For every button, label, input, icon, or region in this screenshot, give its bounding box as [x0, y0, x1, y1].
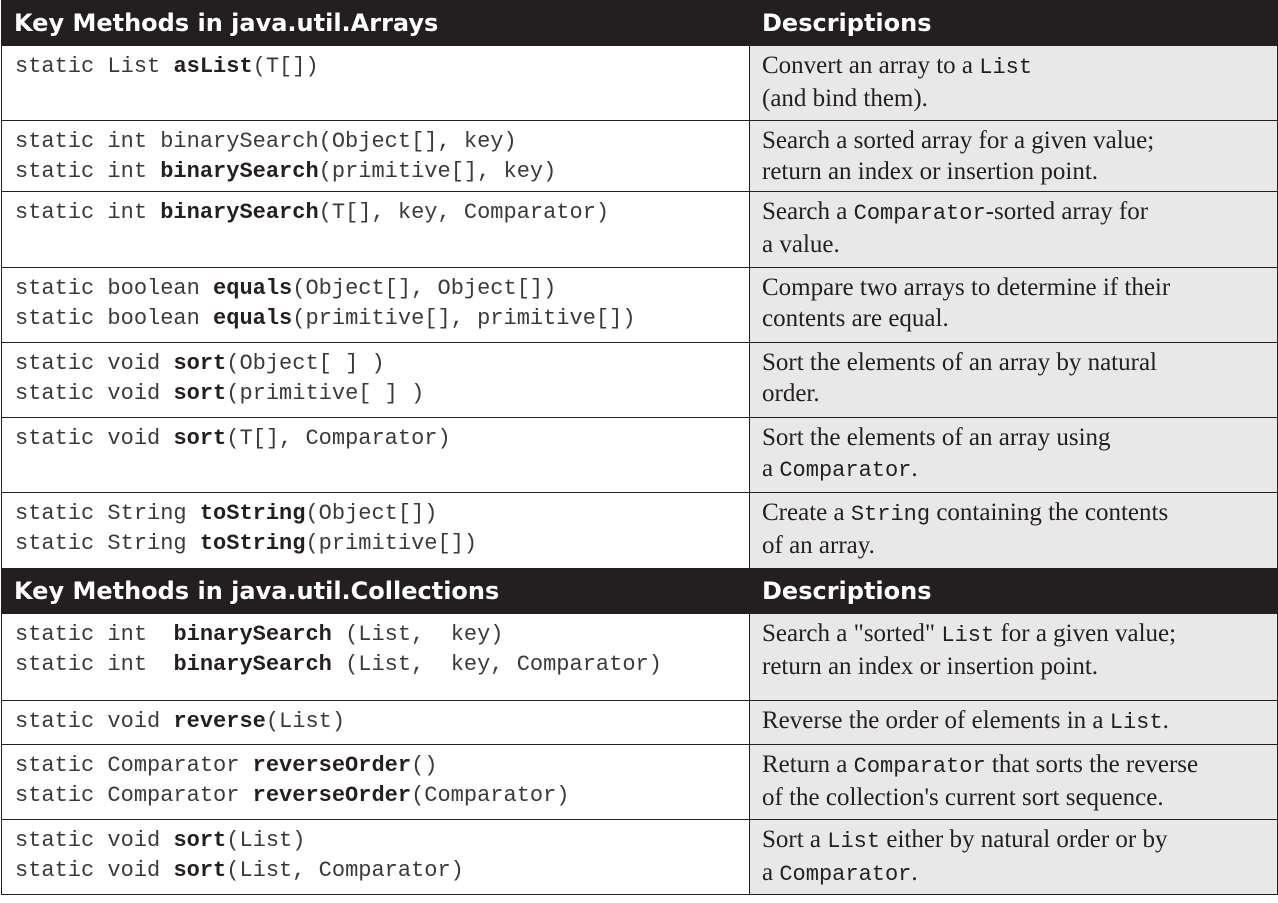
method-signature: [15, 499, 749, 529]
code-term: Comparator: [779, 458, 912, 483]
method-signature: [15, 707, 749, 737]
description-text: that sorts the reverse: [985, 751, 1199, 778]
method-signature-part: (List): [226, 828, 306, 853]
java-methods-table: [1, 0, 1278, 895]
description-text: order.: [762, 380, 820, 407]
method-description-cell: [750, 614, 1278, 701]
method-signature: [15, 650, 749, 680]
arrays-header-row: [2, 1, 1278, 46]
method-signature: [15, 274, 749, 304]
description-text: for a given value;: [994, 620, 1177, 647]
method-signature-part: (primitive[], key): [318, 159, 557, 184]
method-signature-cell: [2, 192, 750, 268]
method-signature-part: static Comparator: [15, 753, 253, 778]
method-signature: [15, 529, 749, 559]
method-signature-part: static boolean: [15, 276, 214, 301]
description-text: Search a: [762, 198, 854, 225]
description-text: of an array.: [762, 532, 875, 559]
method-signature: [15, 52, 749, 82]
code-term: Comparator: [853, 754, 986, 779]
method-signature-part: (List, key, Comparator): [331, 652, 662, 677]
description-text: return an index or insertion point.: [762, 158, 1099, 185]
method-signature: [15, 781, 749, 811]
method-signature-part: static void: [15, 858, 174, 883]
code-term: List: [941, 623, 995, 648]
method-name: reverse: [173, 709, 266, 734]
method-signature: [15, 127, 749, 157]
description-text: contents are equal.: [762, 305, 949, 332]
method-description-cell: [750, 745, 1278, 820]
method-signature-cell: [2, 745, 750, 820]
description-text: Create a: [762, 499, 851, 526]
method-signature-cell: [2, 343, 750, 418]
method-signature-part: (Object[], Object[]): [292, 276, 557, 301]
collections-method-row: [2, 820, 1278, 895]
method-signature-part: static String: [15, 501, 200, 526]
method-signature-part: static String: [15, 531, 200, 556]
method-signature: [15, 198, 749, 228]
description-text: Search a sorted array for a given value;: [762, 127, 1155, 154]
method-name: equals: [213, 276, 293, 301]
method-name: binarySearch: [173, 622, 332, 647]
method-signature-part: static int: [15, 652, 174, 677]
description-text: a: [762, 859, 780, 886]
method-name: reverseOrder: [252, 783, 412, 808]
method-signature-part: static void: [15, 351, 174, 376]
method-signature-cell: [2, 493, 750, 569]
method-name: sort: [173, 828, 227, 853]
method-signature-part: static int: [15, 159, 161, 184]
method-description-cell: [750, 343, 1278, 418]
code-term: Comparator: [853, 201, 986, 226]
method-name: toString: [199, 501, 306, 526]
collections-section: [2, 614, 1278, 895]
method-signature-cell: [2, 46, 750, 121]
arrays-description-header: Descriptions: [750, 1, 1278, 46]
arrays-method-row: [2, 121, 1278, 192]
method-signature: [15, 157, 749, 187]
collections-method-row: [2, 614, 1278, 701]
method-signature-cell: [2, 701, 750, 745]
method-signature: [15, 304, 749, 334]
method-signature-part: (): [411, 753, 438, 778]
method-description-cell: [750, 46, 1278, 121]
description-text: a: [762, 455, 780, 482]
method-signature-part: (List, Comparator): [226, 858, 464, 883]
method-description-cell: [750, 418, 1278, 493]
method-signature-part: (Object[]): [305, 501, 438, 526]
method-signature-part: (primitive[]): [305, 531, 478, 556]
method-signature: [15, 751, 749, 781]
method-description-cell: [750, 192, 1278, 268]
collections-method-row: [2, 745, 1278, 820]
description-text: Reverse the order of elements in a: [762, 707, 1110, 734]
method-signature-part: (primitive[], primitive[]): [292, 306, 636, 331]
method-signature-cell: [2, 121, 750, 192]
collections-method-row: [2, 701, 1278, 745]
method-name: sort: [173, 351, 227, 376]
method-signature-part: (Object[ ] ): [226, 351, 385, 376]
method-signature-part: static int: [15, 622, 174, 647]
description-text: Convert an array to a: [762, 52, 980, 79]
method-name: sort: [173, 426, 227, 451]
description-text: Sort the elements of an array by natural: [762, 349, 1157, 376]
description-text: a value.: [762, 231, 840, 258]
method-signature-cell: [2, 614, 750, 701]
method-name: equals: [213, 306, 293, 331]
description-text: Compare two arrays to determine if their: [762, 274, 1171, 301]
method-signature-part: static void: [15, 828, 174, 853]
arrays-method-row: [2, 493, 1278, 569]
method-signature-part: (T[], Comparator): [226, 426, 451, 451]
method-name: sort: [173, 858, 227, 883]
method-name: toString: [199, 531, 306, 556]
method-name: binarySearch: [160, 200, 319, 225]
arrays-method-row: [2, 192, 1278, 268]
collections-header-row: [2, 569, 1278, 614]
method-signature: [15, 826, 749, 856]
method-signature-part: static List: [15, 54, 174, 79]
method-signature-part: static boolean: [15, 306, 214, 331]
arrays-method-row: [2, 268, 1278, 343]
description-text: .: [1162, 707, 1169, 734]
description-text: either by natural order or by: [880, 826, 1168, 853]
description-text: of the collection's current sort sequence.: [762, 784, 1164, 811]
method-description-cell: [750, 268, 1278, 343]
method-signature-cell: [2, 418, 750, 493]
arrays-method-row: [2, 343, 1278, 418]
method-signature-part: (T[]): [252, 54, 319, 79]
method-signature-part: (T[], key, Comparator): [318, 200, 610, 225]
method-name: binarySearch: [173, 652, 332, 677]
description-text: (and bind them).: [762, 85, 928, 112]
method-signature-part: (primitive[ ] ): [226, 381, 425, 406]
description-text: Search a "sorted": [762, 620, 942, 647]
method-description-cell: [750, 121, 1278, 192]
method-signature: [15, 856, 749, 886]
method-signature-part: (List): [265, 709, 346, 734]
method-name: sort: [173, 381, 227, 406]
method-signature-part: static Comparator: [15, 783, 253, 808]
description-text: .: [911, 859, 918, 886]
method-signature-cell: [2, 268, 750, 343]
arrays-method-row: [2, 418, 1278, 493]
method-signature-part: static int: [15, 200, 161, 225]
arrays-method-row: [2, 46, 1278, 121]
method-signature-part: static void: [15, 381, 174, 406]
description-text: Sort the elements of an array using: [762, 424, 1111, 451]
code-term: List: [827, 829, 881, 854]
collections-method-header: Key Methods in java.util.Collections: [2, 569, 750, 614]
method-signature: [15, 620, 749, 650]
code-term: List: [1109, 710, 1163, 735]
description-text: Sort a: [762, 826, 828, 853]
method-description-cell: [750, 820, 1278, 895]
method-signature-part: static int binarySearch(Object[], key): [15, 129, 517, 154]
method-name: binarySearch: [160, 159, 319, 184]
method-signature: [15, 379, 749, 409]
method-signature: [15, 349, 749, 379]
arrays-section: [2, 46, 1278, 569]
collections-header-section: [2, 569, 1278, 614]
method-signature-part: (List, key): [331, 622, 504, 647]
method-description-cell: [750, 493, 1278, 569]
method-name: asList: [173, 54, 253, 79]
method-description-cell: [750, 701, 1278, 745]
description-text: containing the contents: [930, 499, 1169, 526]
description-text: .: [911, 455, 918, 482]
code-term: List: [979, 55, 1033, 80]
description-text: Return a: [762, 751, 854, 778]
method-signature: [15, 424, 749, 454]
description-text: return an index or insertion point.: [762, 653, 1099, 680]
method-name: reverseOrder: [252, 753, 412, 778]
method-signature-part: (Comparator): [411, 783, 570, 808]
code-term: Comparator: [779, 862, 912, 887]
code-term: String: [850, 502, 931, 527]
method-signature-part: static void: [15, 426, 174, 451]
method-signature-part: static void: [15, 709, 174, 734]
collections-description-header: Descriptions: [750, 569, 1278, 614]
description-text: -sorted array for: [985, 198, 1149, 225]
arrays-method-header: Key Methods in java.util.Arrays: [2, 1, 750, 46]
method-signature-cell: [2, 820, 750, 895]
